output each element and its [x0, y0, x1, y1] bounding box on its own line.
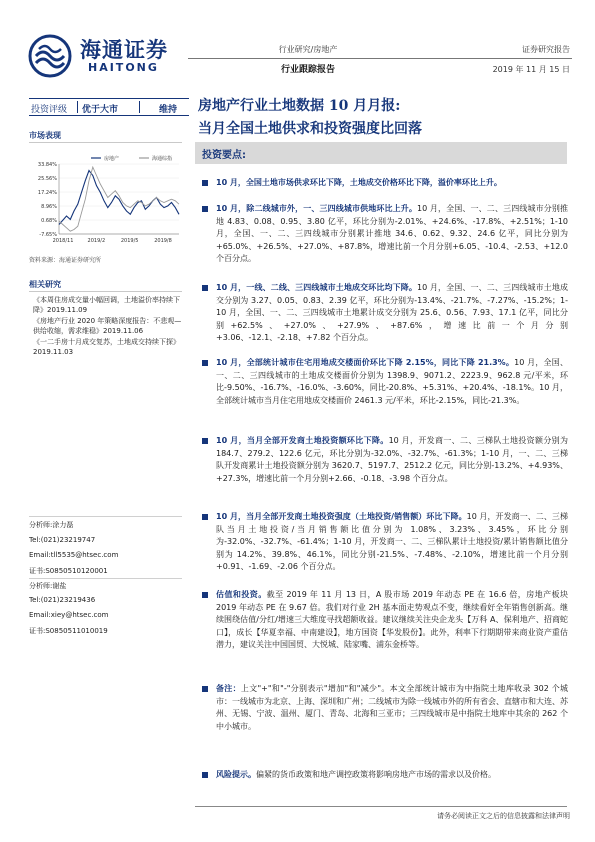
related-heading-line — [29, 291, 182, 292]
bullet-icon — [202, 206, 208, 212]
x-tick-label: 2019/2 — [87, 238, 106, 244]
key-points-bar — [195, 142, 567, 164]
y-tick-label: -7.65% — [39, 232, 57, 238]
rating-separator — [77, 101, 78, 113]
y-tick-label: 0.68% — [41, 218, 57, 224]
market-heading: 市场表现 — [29, 131, 61, 140]
key-point-paragraph: 10 月，除二线城市外，一、三四线城市供地环比上升。10 月，全国、一、二、三四线城市分别推地 4.83、0.08、0.95、3.80 亿平，环比分别为-2.01%、+24.6%、-17.8%、+2.51%；1-10 月，全国、一、二、三四线城市分别累计推地 34.6、0.62、9.32、24.6 亿平，同比分别为+65.0%、+26.5%、+27.0%、+87.8%，增速比前一个月分别+6.05、-10.4、-2.53、+12.0 个百分点。 — [216, 204, 568, 264]
bullet-icon — [202, 686, 208, 692]
related-heading: 相关研究 — [29, 280, 61, 289]
report-category: 行业研究/房地产 — [278, 45, 338, 54]
legend-label: 房地产 — [104, 156, 120, 162]
y-tick-label: 33.84% — [37, 162, 57, 168]
analyst-tel: Tel:(021)23219747 — [29, 536, 96, 544]
x-tick-label: 2019/5 — [120, 238, 139, 244]
key-point-paragraph: 10 月，当月全部开发商土地投资额环比下降。10 月，开发商一、二、三梯队土地投资额分别为 184.7、279.2、122.6 亿元，环比分别为-32.0%、-32.7%、-61.3%；1-10 月，一、二、三梯队开发商累计土地投资额分别为 3620.7、5197.7、2512.2 亿元，同比分别-13.2%、+4.93%、+27.3%，增速比前一个月分别+2.66、-0.18、-3.98 个百分点。 — [216, 436, 568, 483]
key-point-paragraph: 估值和投资。截至 2019 年 11 月 13 日，A 股市场 2019 年动态 PE 在 16.6 倍，房地产板块 2019 年动态 PE 在 9.67 倍。我们对行业 2H 基本面走势观点不变，继续看好全年销售创新高。继续围绕估值/分红/增速三大维度寻找超额收益。建议继续关注央企龙头【万科 A、保利地产、招商蛇口】，成长【华夏幸福、中南建设】，地方国资【华发股份】。此外，利率下行期期带来商业资产重估潜力，建议关注中国国贸、大悦城、陆家嘴、浦东金桥等。 — [216, 590, 568, 650]
report-title-line2: 当月全国土地供求和投资强度比回落 — [198, 121, 422, 137]
logo-en: HAITONG — [88, 61, 159, 74]
footer-divider — [195, 806, 567, 807]
analyst-line — [29, 578, 182, 579]
x-tick-label: 2018/11 — [52, 238, 74, 244]
series-line-0 — [59, 171, 179, 225]
key-point-paragraph: 备注：上文"+"和"-"分别表示"增加"和"减少"。本文全部统计城市为中指院土地库收录 302 个城市：一线城市为北京、上海、深圳和广州；二线城市为除一线城市外的所有省会、直辖市和大连、苏州、无锡、宁波、温州、厦门、青岛、北海和三亚市；三四线城市是中指院土地库中其余的 262 个中小城市。 — [216, 684, 568, 731]
analyst-line — [29, 516, 182, 517]
related-item[interactable]: 《本周住房成交量小幅回调，土地溢价率持续下降》2019.11.09 — [33, 296, 180, 314]
header-divider — [188, 58, 572, 59]
key-point-paragraph: 风险提示。偏紧的货币政策和地产调控政策将影响房地产市场的需求以及价格。 — [216, 770, 496, 779]
analyst-email[interactable]: Email:tll5535@htsec.com — [29, 551, 119, 559]
bullet-icon — [202, 592, 208, 598]
footer-disclaimer: 请务必阅读正文之后的信息披露和法律声明 — [437, 812, 570, 820]
related-item[interactable]: 《房地产行业 2020 年策略深度报告：不悲观—供给收缩，需求维稳》2019.11.06 — [33, 317, 182, 335]
haitong-logo — [28, 30, 178, 80]
related-item[interactable]: 《一二手房十月成交复苏，土地成交持续下探》2019.11.03 — [33, 338, 180, 356]
key-point-paragraph: 10 月，当月全部开发商土地投资强度（土地投资/销售额）环比下降。10 月，开发商一、二、三梯队当月土地投资/当月销售额比值分别为 1.08%、3.23%、3.45%，环比分别为-32.0%、-32.7%、-61.4%；1-10 月，开发商一、二、三梯队累计土地投资/累计销售额比值分别为 14.2%、39.8%、46.1%，同比分别-21.5%、-7.48%、-2.10%，增速比前一个月分别+0.91、-1.69、-2.06 个百分点。 — [216, 512, 568, 572]
report-type: 行业跟踪报告 — [280, 65, 335, 75]
logo-cn: 海通证券 — [80, 37, 168, 62]
report-kind: 证券研究报告 — [522, 45, 570, 54]
bullet-icon — [202, 180, 208, 186]
report-date: 2019 年 11 月 15 日 — [492, 65, 570, 74]
chart-source: 资料来源：海通证券研究所 — [29, 257, 102, 264]
rating-change: 维持 — [159, 105, 178, 115]
rating-separator — [139, 101, 140, 113]
rating-label: 投资评级 — [31, 105, 68, 115]
investment-rating — [29, 98, 189, 116]
y-tick-label: 17.24% — [37, 190, 57, 196]
rating-value: 优于大市 — [82, 105, 119, 115]
bullet-icon — [202, 360, 208, 366]
x-tick-label: 2019/8 — [154, 238, 172, 244]
haitong-emblem-icon — [28, 34, 72, 78]
bullet-icon — [202, 438, 208, 444]
key-point-paragraph: 10 月，一线、二线、三四线城市土地成交环比均下降。10 月，全国、一、二、三四线城市土地成交分别为 3.27、0.05、0.83、2.39 亿平，环比分别为-13.4%、-21.7%、-7.27%、-15.2%；1-10 月，全国、一、二、三四线城市土地累计成交分别为 25.6、0.56、7.93、17.1 亿平，同比分别+62.5%、+27.0%、+27.9%、+87.6%，增速比前一个月分别+3.06、-12.1、-2.18、+7.82 个百分点。 — [216, 283, 568, 343]
key-points-heading: 投资要点: — [202, 150, 246, 161]
bullet-icon — [202, 285, 208, 291]
report-title-line1: 房地产行业土地数据 10 月月报: — [198, 98, 401, 114]
key-point-paragraph: 10 月，全国土地市场供求环比下降，土地成交价格环比下降，溢价率环比上升。 — [216, 178, 502, 187]
market-performance-chart — [29, 152, 184, 248]
legend-label: 海通综指 — [152, 156, 173, 162]
market-heading-line — [29, 142, 182, 143]
analyst-name: 分析师:涂力磊 — [29, 521, 74, 529]
analyst-name: 分析师:谢盐 — [29, 582, 67, 590]
analyst-email[interactable]: Email:xiey@htsec.com — [29, 611, 109, 619]
y-tick-label: 8.96% — [41, 204, 57, 210]
bullet-icon — [202, 772, 208, 778]
analyst-cert: 证书:S0850511010019 — [29, 627, 108, 635]
analyst-cert: 证书:S0850510120001 — [29, 567, 108, 575]
bullet-icon — [202, 514, 208, 520]
y-tick-label: 25.56% — [37, 176, 57, 182]
analyst-tel: Tel:(021)23219436 — [29, 596, 96, 604]
key-point-paragraph: 10 月，全部统计城市住宅用地成交楼面价环比下降 2.15%，同比下降 21.3%。10 月，全国、一、二、三四线城市的土地成交楼面价分别为 1398.9、9071.2、2223.9、962.8 元/平米，环比-9.50%、-16.7%、-16.0%、-3.60%，同比-20.8%、+5.31%、+20.4%、-18.1%。10 月，全部统计城市当月住宅用地成交楼面价 2461.3 元/平米，环比-2.15%，同比-21.3%。 — [216, 358, 568, 405]
